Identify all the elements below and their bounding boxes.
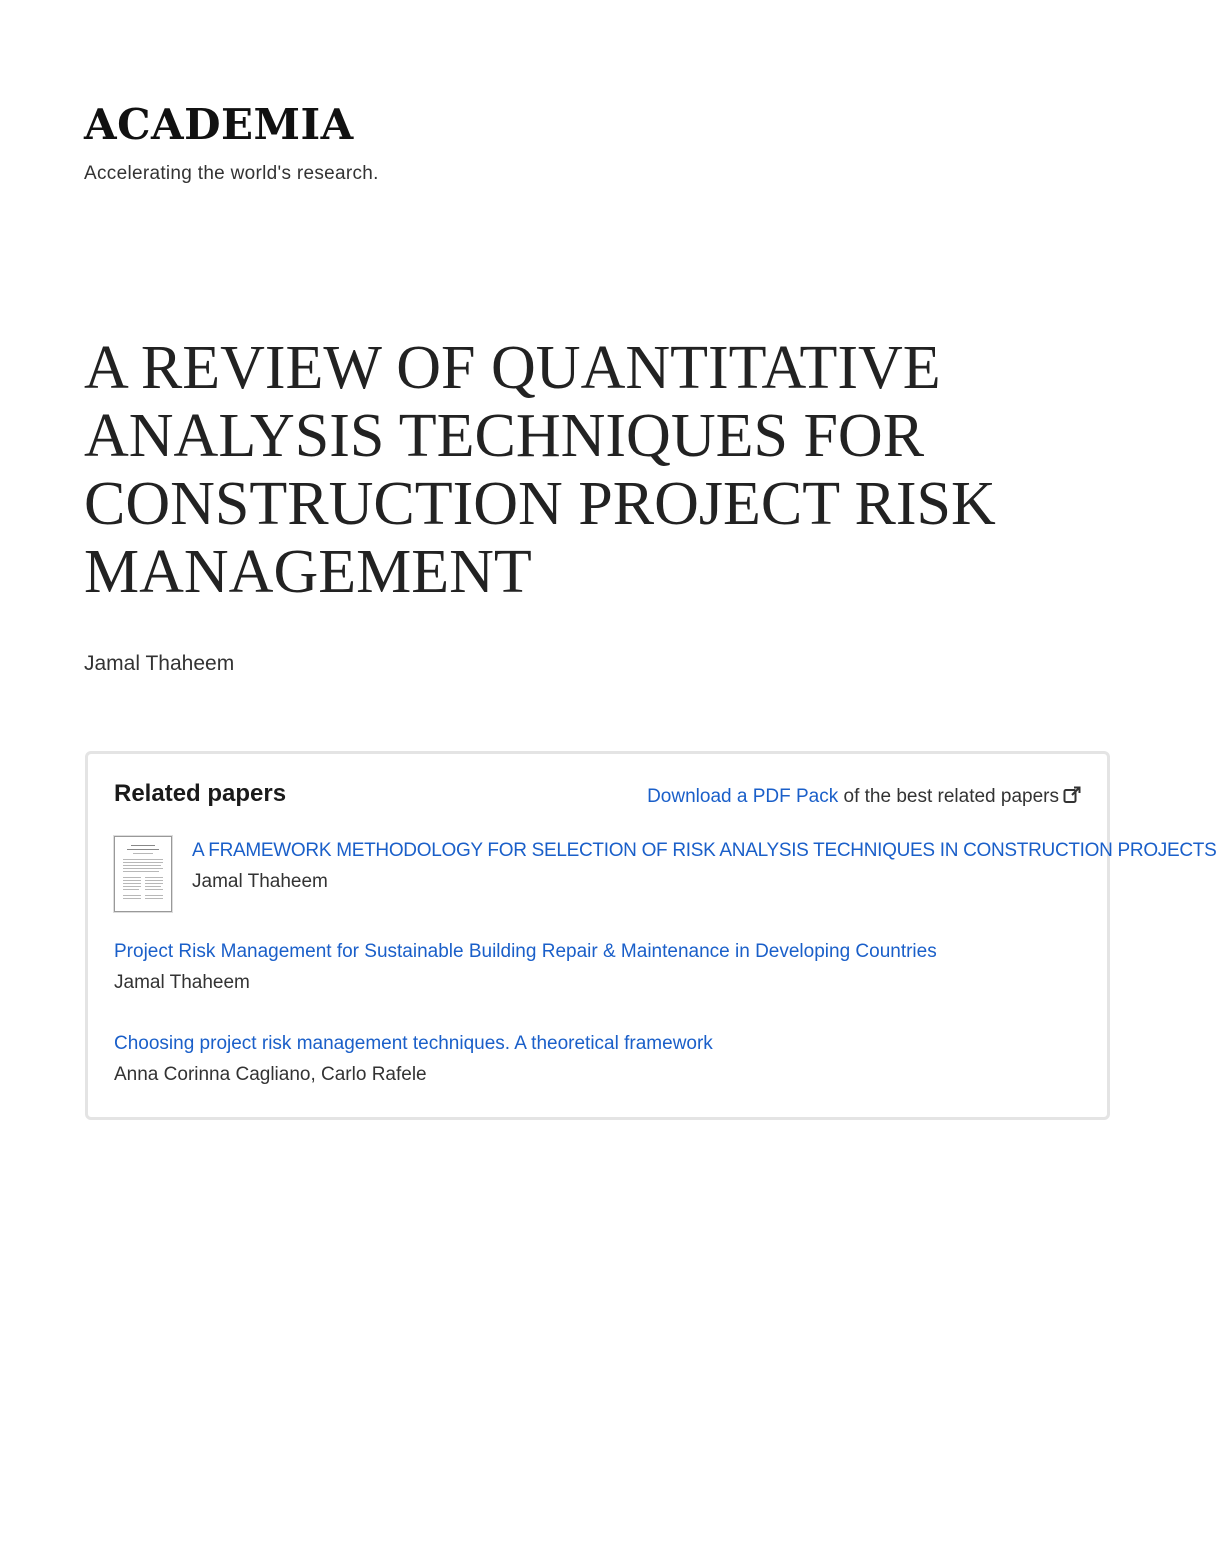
- related-paper-item: [192, 840, 1216, 893]
- related-paper-title-link[interactable]: A FRAMEWORK METHODOLOGY FOR SELECTION OF RISK ANALYSIS TECHNIQUES IN CONSTRUCTION PROJECTS: [192, 840, 1216, 861]
- document-title: A REVIEW OF QUANTITATIVE ANALYSIS TECHNIQUES FOR CONSTRUCTION PROJECT RISK MANAGEMENT: [84, 334, 996, 606]
- related-paper-title-link[interactable]: Project Risk Management for Sustainable Building Repair & Maintenance in Developing Countries: [114, 941, 937, 962]
- academia-logo: ACADEMIA: [84, 100, 354, 149]
- related-paper-item: [114, 1033, 713, 1086]
- external-link-icon[interactable]: [1063, 786, 1081, 810]
- download-pdf-pack-link[interactable]: Download a PDF Pack: [647, 786, 839, 807]
- related-papers-heading: Related papers: [114, 780, 287, 807]
- related-paper-item: [114, 941, 937, 994]
- related-paper-authors: Anna Corinna Cagliano, Carlo Rafele: [114, 1064, 427, 1085]
- related-paper-title-link[interactable]: Choosing project risk management techniques. A theoretical framework: [114, 1033, 713, 1054]
- related-papers-box: [85, 751, 1216, 1120]
- related-paper-authors: Jamal Thaheem: [192, 871, 328, 892]
- download-pdf-pack-suffix: of the best related papers: [838, 786, 1059, 807]
- download-pdf-pack-line: [647, 786, 1081, 810]
- document-author: Jamal Thaheem: [84, 652, 235, 675]
- paper-thumbnail[interactable]: [114, 836, 172, 912]
- tagline: Accelerating the world's research.: [84, 163, 379, 184]
- related-paper-authors: Jamal Thaheem: [114, 972, 250, 993]
